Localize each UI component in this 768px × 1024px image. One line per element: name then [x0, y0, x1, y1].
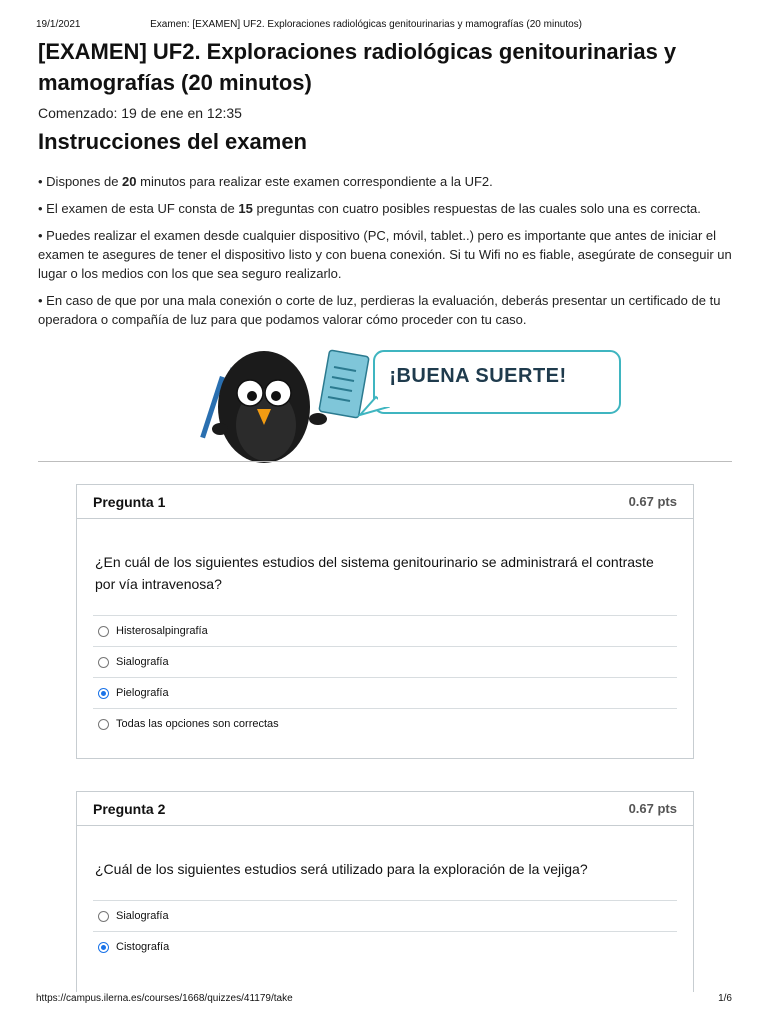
question-title: Pregunta 2: [93, 800, 166, 817]
penguin-illustration: [174, 345, 644, 463]
penguin-icon: [212, 351, 310, 463]
good-luck-banner: [38, 345, 732, 463]
radio-button[interactable]: [98, 657, 109, 668]
answer-label: Todas las opciones son correctas: [116, 718, 279, 730]
instructions-list: [38, 172, 732, 329]
answer-option[interactable]: [93, 900, 677, 931]
instructions-heading: Instrucciones del examen: [38, 129, 307, 154]
answer-option[interactable]: [93, 615, 677, 646]
exam-title: [EXAMEN] UF2. Exploraciones radiológicas genitourinarias y mamografías (20 minutos): [38, 39, 677, 95]
question-points: 0.67 pts: [628, 494, 677, 509]
radio-button-selected[interactable]: [98, 942, 109, 953]
question-title: Pregunta 1: [93, 493, 166, 510]
started-timestamp: Comenzado: 19 de ene en 12:35: [38, 105, 242, 121]
instruction-bullet: • Puedes realizar el examen desde cualquier dispositivo (PC, móvil, tablet..) pero es importante que antes de iniciar el examen te asegures de tener el dispositivo listo y con buena conexión. Si tu Wifi no es fiable, asegúrate de conseguir un lugar o los medios con los que sea seguro realizarlo.: [38, 228, 732, 281]
print-header: [36, 17, 732, 31]
bullet-text: • El examen de esta UF consta de: [38, 201, 239, 216]
bullet-text: preguntas con cuatro posibles respuestas de las cuales solo una es correcta.: [252, 201, 701, 216]
bullet-text: • Dispones de: [38, 174, 123, 189]
print-title: Examen: [EXAMEN] UF2. Exploraciones radiológicas genitourinarias y mamografías (20 minutos): [150, 18, 582, 30]
question-card: [76, 791, 694, 992]
answer-option[interactable]: [93, 646, 677, 677]
answer-label: Pielografía: [116, 687, 169, 699]
radio-button[interactable]: [98, 626, 109, 637]
question-header: [77, 792, 693, 826]
print-footer: [36, 993, 732, 1007]
instruction-bullet: • En caso de que por una mala conexión o corte de luz, perdieras la evaluación, deberás presentar un certificado de tu operadora o compañía de luz para que podamos valorar cómo proceder con tu caso.: [38, 293, 721, 327]
answer-list: [93, 615, 677, 739]
print-date: 19/1/2021: [36, 18, 81, 30]
answer-option[interactable]: [93, 677, 677, 708]
bullet-bold: 15: [238, 201, 253, 216]
instruction-bullet: [38, 199, 732, 218]
answer-label: Histerosalpingrafía: [116, 625, 208, 637]
instruction-bullet: [38, 172, 732, 191]
page-number: 1/6: [718, 993, 732, 1004]
question-text: ¿Cuál de los siguientes estudios será utilizado para la exploración de la vejiga?: [95, 861, 588, 877]
section-divider: [38, 461, 732, 462]
radio-button[interactable]: [98, 911, 109, 922]
answer-option[interactable]: [93, 931, 677, 962]
answer-label: Sialografía: [116, 910, 169, 922]
bullet-bold: 20: [122, 174, 137, 189]
exam-content: [38, 36, 732, 463]
question-points: 0.67 pts: [628, 801, 677, 816]
answer-label: Cistografía: [116, 941, 170, 953]
question-text: ¿En cuál de los siguientes estudios del sistema genitourinario se administrará el contraste por vía intravenosa?: [95, 554, 654, 592]
bullet-text: minutos para realizar este examen correspondiente a la UF2.: [136, 174, 493, 189]
radio-button[interactable]: [98, 719, 109, 730]
answer-label: Sialografía: [116, 656, 169, 668]
answer-list: [93, 900, 677, 962]
question-header: [77, 485, 693, 519]
question-card: [76, 484, 694, 759]
radio-button-selected[interactable]: [98, 688, 109, 699]
page-url: https://campus.ilerna.es/courses/1668/quizzes/41179/take: [36, 993, 293, 1004]
banner-text: ¡BUENA SUERTE!: [389, 365, 567, 387]
answer-option[interactable]: [93, 708, 677, 739]
